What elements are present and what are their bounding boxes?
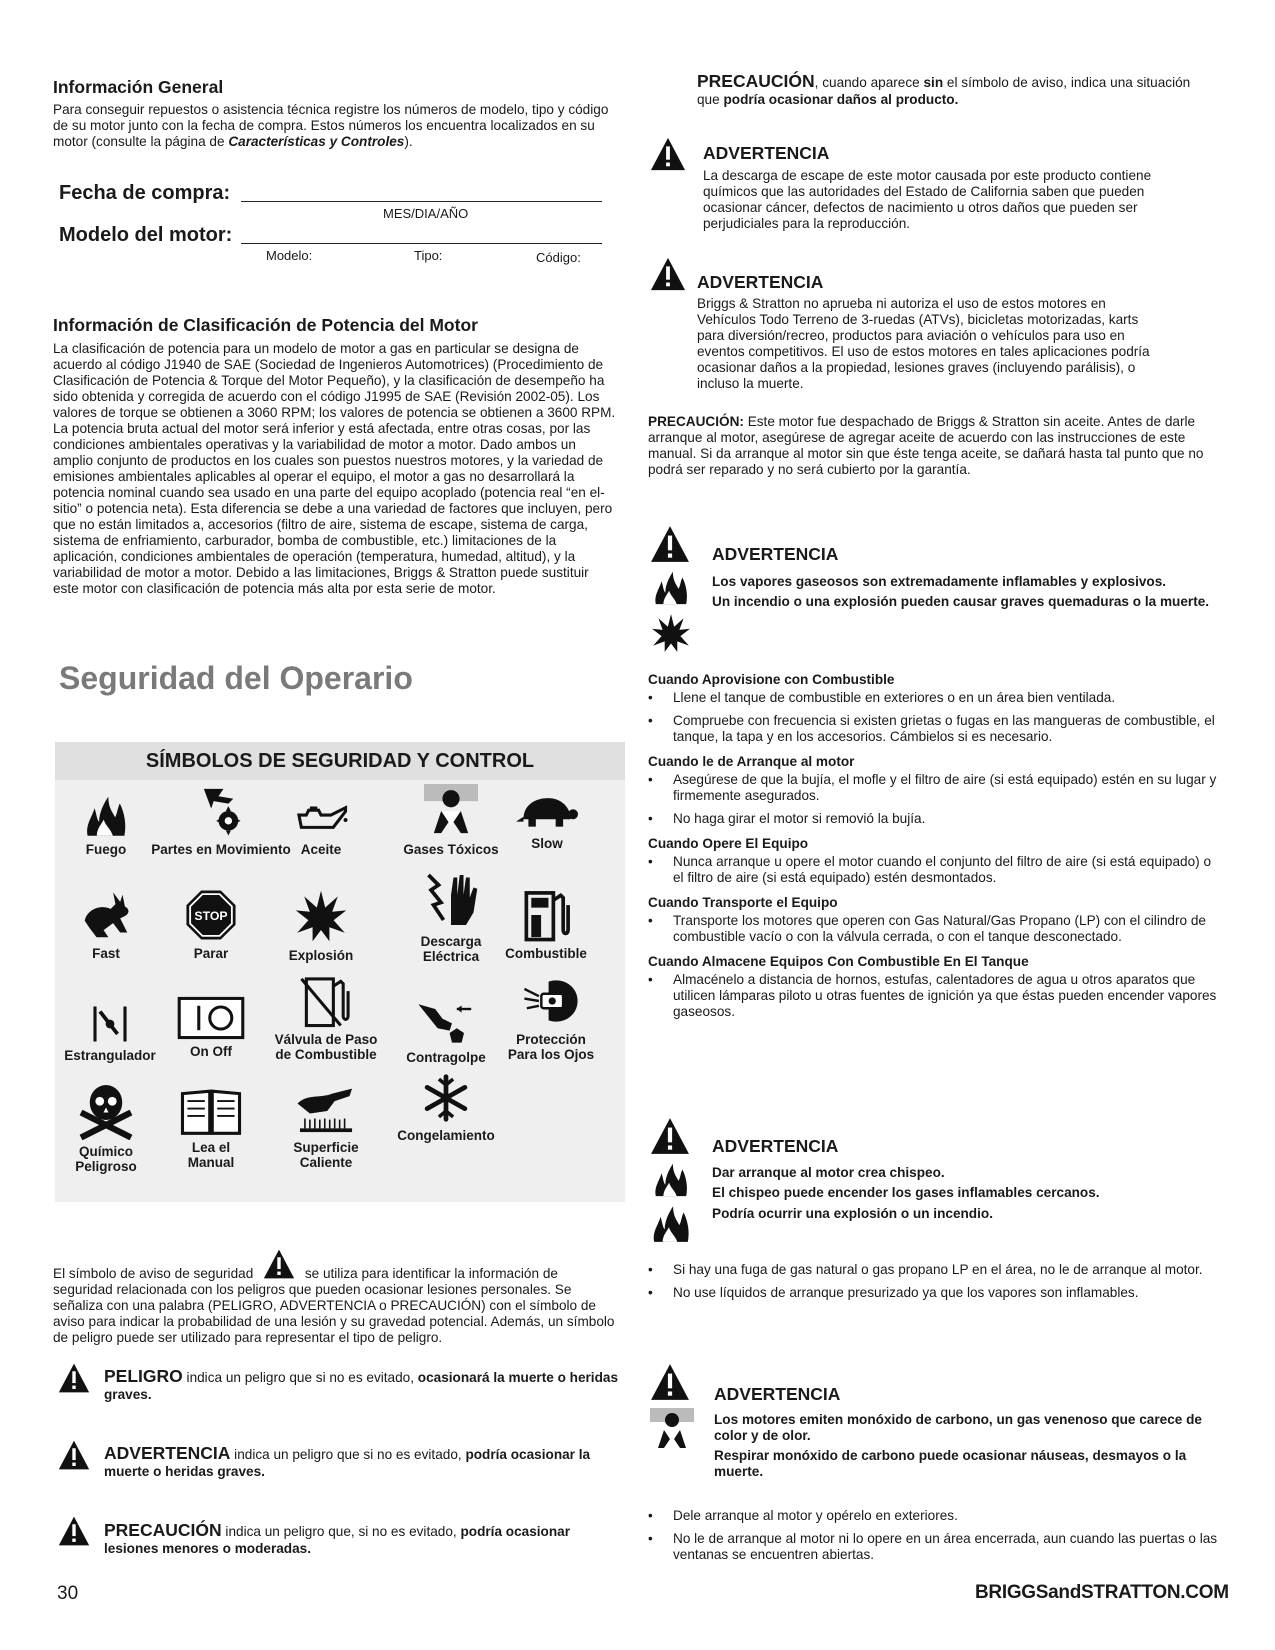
adv4-line3: Podría ocurrir una explosión o un incendio. (712, 1206, 993, 1221)
electric-shock-icon (421, 870, 481, 930)
advertencia-word: ADVERTENCIA (104, 1443, 231, 1463)
symbol-quimico-label-1: Químico (78, 1144, 133, 1159)
info-general-title: Información General (53, 77, 224, 97)
explosion-icon (293, 888, 349, 944)
symbol-fuego (61, 792, 151, 857)
safety-alert-icon (261, 1248, 297, 1280)
page-number: 30 (57, 1583, 79, 1604)
precaucion2-sin: sin (923, 75, 944, 90)
fecha-input-line[interactable] (241, 201, 602, 202)
list-item: • Nunca arranque u opere el motor cuando el conjunto del filtro de aire (si está equipado) o el filtro de aire (si está equipado) estén desmontados. (648, 854, 1223, 886)
h-arranque: Cuando le de Arranque al motor (648, 754, 855, 769)
precaucion-bold: podría ocasionar lesiones menores o moderadas. (104, 1524, 571, 1556)
advertencia-text: indica un peligro que si no es evitado, (230, 1447, 466, 1462)
adv2-text: Briggs & Stratton no aprueba ni autoriza el uso de estos motores en Vehículos Todo Terreno de 3-ruedas (ATVs), bicicletas motorizadas, karts para diversión/recreo, productos para aviación o vehículos para uso en eventos competitivos. El uso de estos motores en tales aplicaciones podría ocasionar daños a la propiedad, lesiones graves (incluyendo parálisis), o incluso la muerte. (697, 296, 1150, 391)
precaucion-oil-label: PRECAUCIÓN: (648, 414, 744, 429)
symbol-valvula-label (275, 1032, 378, 1062)
symbol-aceite-label: Aceite (300, 842, 342, 857)
symbol-partes-label: Partes en Movimiento (151, 842, 291, 857)
adv5-line2: Respirar monóxido de carbono puede ocasionar náuseas, desmayos o la muerte. (714, 1448, 1187, 1479)
h-aprovisione: Cuando Aprovisione con Combustible (648, 672, 895, 687)
precaucion2-bold: podría ocasionar daños al producto. (723, 92, 959, 107)
skull-crossbones-icon (76, 1080, 136, 1140)
h-almacene: Cuando Almacene Equipos Con Combustible En El Tanque (648, 954, 1029, 969)
symbol-slow-label: Slow (531, 836, 563, 851)
symbol-slow (507, 794, 587, 851)
symbol-quimico-label-2: Peligroso (75, 1159, 137, 1174)
symbol-superficie (281, 1086, 371, 1170)
adv3-fire-icon (650, 568, 692, 606)
stop-sign-text: STOP (194, 908, 228, 923)
symbol-quimico (61, 1080, 151, 1174)
symbol-estrangulador-label: Estrangulador (64, 1048, 156, 1063)
list-aprovisione (648, 690, 1223, 745)
adv5-title: ADVERTENCIA (714, 1384, 841, 1404)
adv1-text: La descarga de escape de este motor causada por este producto contiene químicos que las autoridades del Estado de California saben que pueden ocasionar cáncer, defectos de nacimiento u otros daños que pueden ser perjudiciales para la reproducción. (703, 168, 1152, 231)
peligro-alert-icon (57, 1362, 91, 1394)
list-item: • Almacénelo a distancia de hornos, estufas, calentadores de agua u otros aparatos que utilicen lámparas piloto u otras fuentes de ignición ya que éstas pueden encender vapores gaseosos. (648, 972, 1223, 1020)
list-opere (648, 854, 1223, 886)
adv3-line2: Un incendio o una explosión pueden causar graves quemaduras o la muerte. (712, 594, 1210, 609)
peligro-text: indica un peligro que si no es evitado, (182, 1370, 418, 1385)
adv4-alert-icon (648, 1116, 692, 1156)
symbol-contragolpe (391, 996, 501, 1065)
adv5-toxic-gas-icon (650, 1408, 694, 1452)
aviso-text-1: El símbolo de aviso de seguridad (53, 1266, 254, 1281)
list-item: • Asegúrese de que la bujía, el mofle y el filtro de aire (si está equipado) estén en su lugar y firmemente asegurados. (648, 772, 1223, 804)
symbol-proteccion-label-1: Protección (516, 1032, 586, 1047)
symbol-fast (61, 890, 151, 961)
symbol-combustible-label: Combustible (505, 946, 587, 961)
symbol-manual (171, 1086, 251, 1170)
symbol-valvula-label-2: de Combustible (275, 1047, 377, 1062)
hot-surface-icon (295, 1086, 357, 1136)
on-off-icon (176, 996, 246, 1040)
manual-book-icon (180, 1086, 242, 1136)
h-transporte: Cuando Transporte el Equipo (648, 895, 838, 910)
symbol-parar (171, 888, 251, 961)
symbol-aceite (281, 802, 361, 857)
potencia-text: La clasificación de potencia para un modelo de motor a gas en particular se designa de acuerdo al código J1940 de SAE (Sociedad de Ingenieros Automotrices) (Procedimiento de Clasificación de Potencia & Torque del Motor Pequeño), y la clasificación de desempeño ha sido obtenida y corregida de acuerdo con el código J1995 de SAE (Revisión 2002-05). Los valores de torque se obtienen a 3060 RPM; los valores de potencia se obtienen a 3600 RPM. La potencia bruta actual del motor será inferior y está afectada, entre otras cosas, por las condiciones ambientales operativas y la variabilidad de motor a motor. Dado ambos un amplio conjunto de productos en los cuales son puestos nuestros motores, y la variedad de emisiones ambientales aplicables al operar el equipo, el motor a gas no desarrollará la potencia nominal cuando sea usado en una parte del equipo acoplado (potencia real “en el-sitio” o potencia neta). Esta diferencia se debe a una variedad de factores que incluyen, pero que no están limitados a, accesorios (filtro de aire, sistema de escape, sistema de carga, sistema de enfriamiento, carburador, bomba de combustible, etc.) limitaciones de la aplicación, condiciones ambientales de operación (temperatura, humedad, altitud), y la variabilidad de motor a motor. Debido a las limitaciones, Briggs & Stratton puede sustituir este motor con clasificación de potencia más alta por esta serie de motor. (53, 341, 616, 596)
adv2-title: ADVERTENCIA (697, 272, 824, 292)
peligro-word: PELIGRO (104, 1366, 183, 1386)
symbol-gases-label: Gases Tóxicos (403, 842, 499, 857)
codigo-sub: Código: (536, 250, 581, 265)
list-item: • No use líquidos de arranque presurizado ya que los vapores son inflamables. (648, 1285, 1208, 1301)
list-item: • Transporte los motores que operen con Gas Natural/Gas Propano (LP) con el cilindro de combustible vacío o con la válvula cerrada, o con el tanque desconectado. (648, 913, 1223, 945)
adv5-line1: Los motores emiten monóxido de carbono, un gas venenoso que carece de color y de olor. (714, 1412, 1202, 1443)
adv1-alert-icon (648, 136, 688, 172)
gas-rules (648, 1262, 1208, 1308)
aviso-text (53, 1248, 618, 1346)
symbol-superficie-label-2: Caliente (299, 1155, 353, 1170)
symbol-explosion (281, 888, 361, 963)
adv1-title: ADVERTENCIA (703, 143, 830, 163)
site-url: BRIGGSandSTRATTON.COM (975, 1582, 1229, 1603)
oil-can-icon (294, 802, 348, 838)
tipo-sub: Tipo: (414, 248, 443, 263)
toxic-gas-icon (424, 784, 478, 838)
fire-icon (81, 792, 131, 838)
adv3-title: ADVERTENCIA (712, 544, 839, 564)
list-almacene (648, 972, 1223, 1020)
symbol-congelamiento-label: Congelamiento (397, 1128, 495, 1143)
precaucion-oil-text: Este motor fue despachado de Briggs & Stratton sin aceite. Antes de darle arranque al motor, asegúrese de agregar aceite de acuerdo con las instrucciones de este manual. Si da arranque al motor sin que éste tenga aceite, se dañará hasta tal punto que no podrá ser reparado y no será cubierto por la garantía. (648, 414, 1204, 477)
symbol-partes (141, 784, 301, 857)
list-item: • Si hay una fuga de gas natural o gas propano LP en el área, no le de arranque al motor. (648, 1262, 1208, 1278)
symbol-superficie-label-1: Superficie (293, 1140, 359, 1155)
snowflake-icon (420, 1072, 472, 1124)
adv3-line1: Los vapores gaseosos son extremadamente inflamables y explosivos. (712, 574, 1167, 589)
symbol-manual-label (188, 1140, 235, 1170)
list-item: • No le de arranque al motor ni lo opere en un área encerrada, aun cuando las puertas o las ventanas se encuentren abiertas. (648, 1531, 1223, 1563)
symbol-explosion-label: Explosión (288, 948, 354, 963)
symbol-valvula (261, 974, 391, 1062)
list-co (648, 1508, 1223, 1563)
symbol-descarga (401, 870, 501, 964)
precaucion2-word: PRECAUCIÓN (697, 71, 815, 91)
adv4-line2: El chispeo puede encender los gases inflamables cercanos. (712, 1185, 1100, 1200)
list-gas (648, 1262, 1208, 1301)
aviso-section (53, 1248, 618, 1346)
adv3-explosion-icon (650, 612, 692, 654)
h-opere: Cuando Opere El Equipo (648, 836, 809, 851)
modelo-label: Modelo del motor: (59, 224, 233, 246)
peligro-bold: ocasionará la muerte o heridas graves. (104, 1370, 619, 1402)
symbol-parar-label: Parar (193, 946, 229, 961)
potencia-title: Información de Clasificación de Potencia del Motor (53, 315, 478, 335)
rabbit-icon (80, 890, 132, 942)
symbol-contragolpe-label: Contragolpe (406, 1050, 486, 1065)
modelo-sub: Modelo: (266, 248, 313, 263)
list-item: • Compruebe con frecuencia si existen grietas o fugas en las mangueras de combustible, el tanque, la tapa y en los accesorios. Cámbielos si es necesario. (648, 713, 1223, 745)
fuel-pump-icon (519, 888, 573, 942)
fecha-label: Fecha de compra: (59, 182, 231, 204)
kickback-icon (416, 996, 476, 1046)
precaucion-oil (648, 414, 1218, 478)
symbols-box (55, 742, 625, 1202)
symbol-fast-label: Fast (92, 946, 120, 961)
symbol-quimico-label (75, 1144, 137, 1174)
moving-parts-icon (196, 784, 246, 838)
symbol-manual-label-2: Manual (187, 1155, 235, 1170)
seguridad-title: Seguridad del Operario (59, 660, 413, 696)
precaucion-alert-icon (57, 1515, 91, 1547)
choke-icon (90, 1004, 130, 1044)
adv4-line1: Dar arranque al motor crea chispeo. (712, 1165, 945, 1180)
symbol-descarga-label (421, 934, 482, 964)
turtle-icon (516, 794, 578, 832)
precaucion-sin-def (697, 73, 1197, 108)
adv4-fire-icon (650, 1160, 692, 1198)
peligro-def (104, 1368, 624, 1403)
symbol-onoff-label: On Off (190, 1044, 232, 1059)
symbol-descarga-label-2: Eléctrica (422, 949, 480, 964)
list-transporte (648, 913, 1223, 945)
symbol-proteccion-label-2: Para los Ojos (507, 1047, 595, 1062)
fecha-sub: MES/DIA/AÑO (383, 206, 469, 221)
precaucion2-text-2: el símbolo de aviso, indica una situación que (697, 75, 1191, 107)
symbol-proteccion (501, 974, 601, 1062)
symbol-congelamiento (391, 1072, 501, 1143)
co-rules (648, 1508, 1223, 1570)
stop-sign-icon (184, 888, 238, 942)
adv5-alert-icon (648, 1362, 692, 1402)
adv2-alert-icon (648, 256, 688, 292)
adv4-explosion-icon (650, 1202, 692, 1244)
symbol-descarga-label-1: Descarga (420, 934, 482, 949)
symbol-superficie-label (293, 1140, 358, 1170)
symbol-onoff (171, 996, 251, 1059)
advertencia-bold: podría ocasionar la muerte o heridas graves. (104, 1447, 591, 1479)
list-arranque (648, 772, 1223, 827)
precaucion-text: indica un peligro que, si no es evitado, (221, 1524, 461, 1539)
list-item: • No haga girar el motor si removió la bujía. (648, 811, 1223, 827)
advertencia-def (104, 1445, 624, 1480)
fuel-rules (648, 672, 1223, 1027)
list-item: • Dele arranque al motor y opérelo en exteriores. (648, 1508, 1223, 1524)
list-item: • Llene el tanque de combustible en exteriores o en un área bien ventilada. (648, 690, 1223, 706)
aviso-text-2: se utiliza para identificar la información de seguridad relacionada con los peligros que pueden ocasionar lesiones personales. Se señaliza con una palabra (PELIGRO, ADVERTENCIA o PRECAUCIÓN) con el símbolo de aviso para indicar la probabilidad de una lesión y su gravedad potencial. Además, un símbolo de peligro puede ser utilizado para representar el tipo de peligro. (53, 1266, 615, 1345)
adv4-title: ADVERTENCIA (712, 1136, 839, 1156)
adv3-alert-icon (648, 524, 692, 564)
symbol-proteccion-label (508, 1032, 594, 1062)
precaucion-def (104, 1522, 624, 1557)
fuel-valve-icon (299, 974, 353, 1028)
symbol-manual-label-1: Lea el (191, 1140, 231, 1155)
symbol-combustible (501, 888, 591, 961)
symbol-estrangulador (55, 1004, 165, 1063)
symbols-header: SÍMBOLOS DE SEGURIDAD Y CONTROL (55, 742, 625, 780)
advertencia-alert-icon (57, 1439, 91, 1471)
symbol-valvula-label-1: Válvula de Paso (274, 1032, 378, 1047)
symbol-fuego-label: Fuego (85, 842, 127, 857)
symbol-gases (391, 784, 511, 857)
info-general-text: Para conseguir repuestos o asistencia técnica registre los números de modelo, tipo y código de su motor junto con la fecha de compra. Estos números los encuentra localizados en su motor (consulte la página de Características y Controles). (53, 102, 609, 149)
precaucion-word: PRECAUCIÓN (104, 1520, 222, 1540)
eye-protection-icon (522, 974, 580, 1028)
precaucion2-text-1: , cuando aparece (814, 75, 924, 90)
modelo-input-line[interactable] (241, 243, 602, 244)
